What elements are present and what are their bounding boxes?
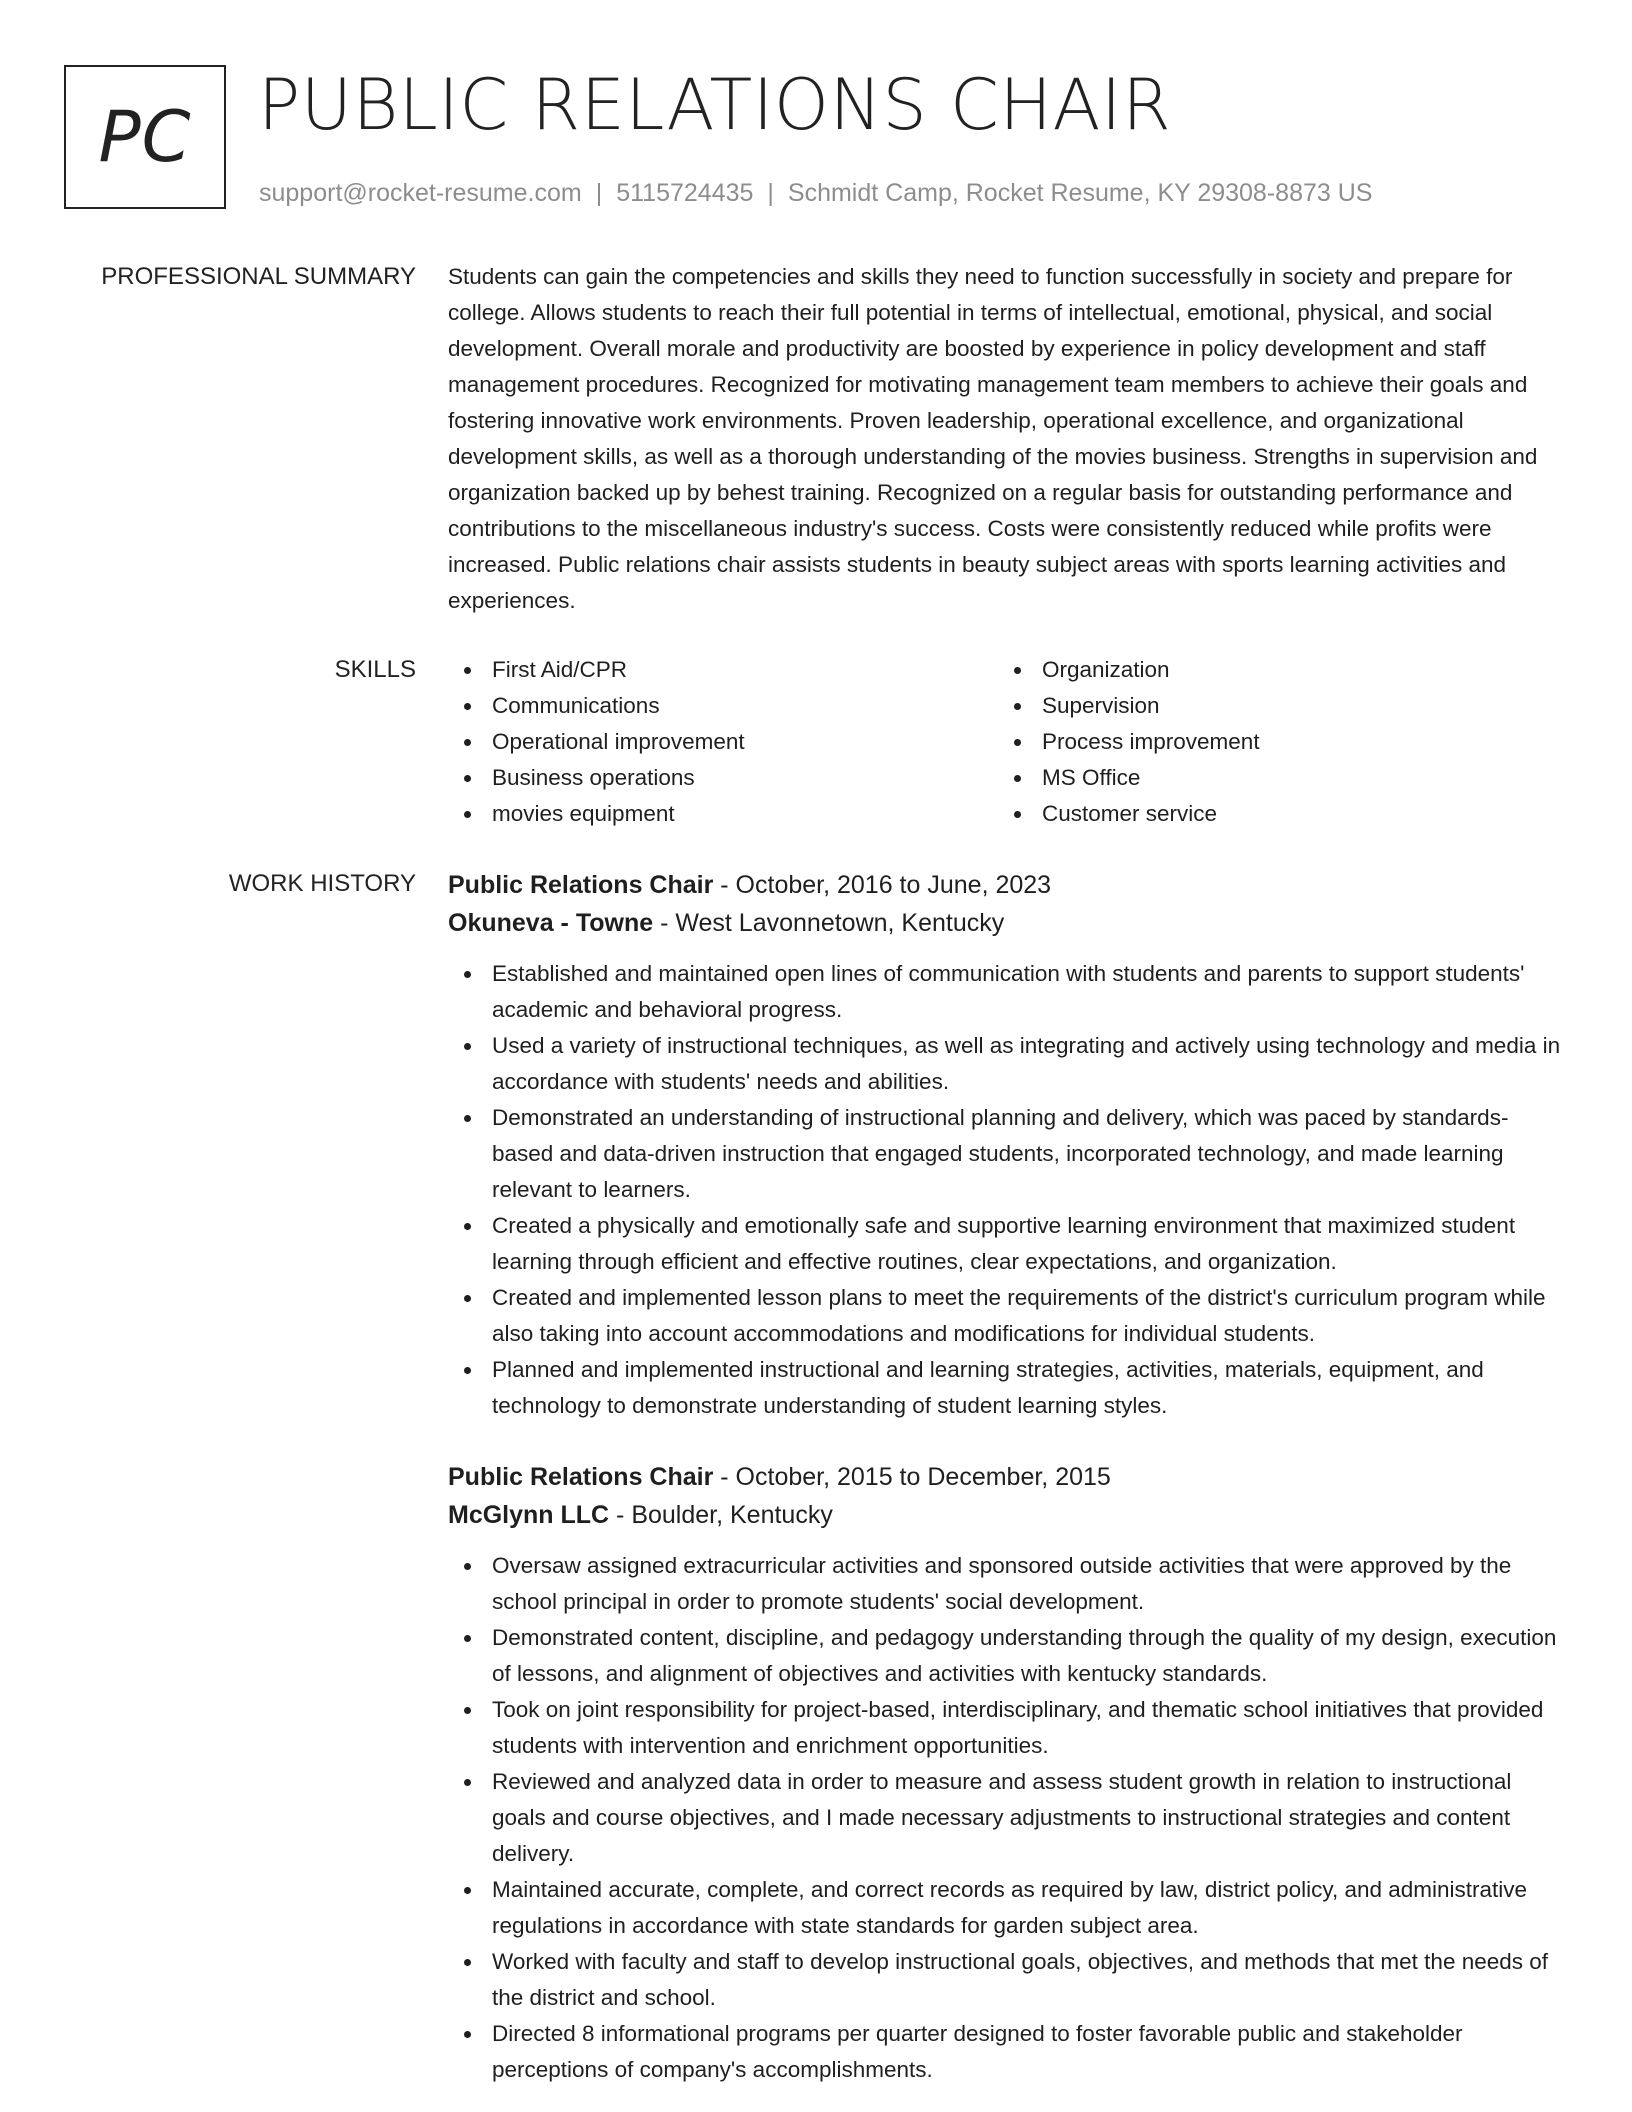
job-bullet: Worked with faculty and staff to develop instructional goals, objectives, and methods that met the needs of the district and school.	[448, 1944, 1568, 2016]
summary-heading: PROFESSIONAL SUMMARY	[101, 263, 416, 290]
skill-item: Customer service	[998, 796, 1548, 832]
skills-list-right	[998, 652, 1548, 832]
contact-separator: |	[767, 179, 774, 207]
job-bullet: Directed 8 informational programs per quarter designed to foster favorable public and stakeholder perceptions of company's accomplishments.	[448, 2016, 1568, 2088]
skill-item: MS Office	[998, 760, 1548, 796]
job-company: McGlynn LLC	[448, 1501, 610, 1529]
job-bullet: Demonstrated content, discipline, and pedagogy understanding through the quality of my design, execution of lessons, and alignment of objectives and activities with kentucky standards.	[448, 1620, 1568, 1692]
monogram-initials: PC	[98, 96, 192, 178]
job-company-line	[448, 904, 1568, 942]
skill-item: Process improvement	[998, 724, 1548, 760]
job-company-line	[448, 1496, 1568, 1534]
job-bullet: Oversaw assigned extracurricular activities and sponsored outside activities that were approved by the school principal in order to promote students' social development.	[448, 1548, 1568, 1620]
job-bullet: Took on joint responsibility for project-based, interdisciplinary, and thematic school initiatives that provided students with intervention and enrichment opportunities.	[448, 1692, 1568, 1764]
skill-item: Communications	[448, 688, 998, 724]
summary-text: Students can gain the competencies and skills they need to function successfully in society and prepare for college. Allows students to reach their full potential in terms of intellectual, emotional, physical, and social development. Overall morale and productivity are boosted by experience in policy development and staff management procedures. Recognized for motivating management team members to achieve their goals and fostering innovative work environments. Proven leadership, operational excellence, and organizational development skills, as well as a thorough understanding of the movies business. Strengths in supervision and organization backed up by behest training. Recognized on a regular basis for outstanding performance and contributions to the miscellaneous industry's success. Costs were consistently reduced while profits were increased. Public relations chair assists students in beauty subject areas with sports learning activities and experiences.	[448, 264, 1538, 613]
skills-list-left	[448, 652, 998, 832]
skill-item: Organization	[998, 652, 1548, 688]
job-dates: - October, 2016 to June, 2023	[713, 871, 1052, 899]
skill-item: Supervision	[998, 688, 1548, 724]
job-bullet: Used a variety of instructional techniques, as well as integrating and actively using technology and media in accordance with students' needs and abilities.	[448, 1028, 1568, 1100]
job-bullet-list	[448, 1548, 1568, 2088]
job-dates: - October, 2015 to December, 2015	[713, 1463, 1111, 1491]
job-bullet: Maintained accurate, complete, and correct records as required by law, district policy, and administrative regulations in accordance with state standards for garden subject area.	[448, 1872, 1568, 1944]
job-bullet-list	[448, 956, 1568, 1424]
job-entry	[448, 866, 1568, 1424]
job-bullet: Created and implemented lesson plans to meet the requirements of the district's curriculum program while also taking into account accommodations and modifications for individual students.	[448, 1280, 1568, 1352]
job-bullet: Demonstrated an understanding of instructional planning and delivery, which was paced by standards-based and data-driven instruction that engaged students, incorporated technology, and made learning relevant to learners.	[448, 1100, 1568, 1208]
job-bullet: Planned and implemented instructional and learning strategies, activities, materials, equipment, and technology to demonstrate understanding of student learning styles.	[448, 1352, 1568, 1424]
candidate-name: PUBLIC RELATIONS CHAIR	[258, 64, 1172, 146]
job-bullet: Created a physically and emotionally safe and supportive learning environment that maximized student learning through efficient and effective routines, clear expectations, and organization.	[448, 1208, 1568, 1280]
job-title-line	[448, 866, 1568, 904]
skill-item: Business operations	[448, 760, 998, 796]
skills-section	[64, 652, 1568, 842]
skills-body	[448, 652, 1568, 832]
skill-item: Operational improvement	[448, 724, 998, 760]
contact-email[interactable]: support@rocket-resume.com	[259, 179, 582, 207]
job-title: Public Relations Chair	[448, 1463, 714, 1491]
job-title-line	[448, 1458, 1568, 1496]
skills-heading: SKILLS	[334, 656, 416, 683]
work-history-section	[64, 866, 1568, 2112]
job-entry	[448, 1458, 1568, 2088]
skill-item: First Aid/CPR	[448, 652, 998, 688]
work-history-heading: WORK HISTORY	[228, 870, 416, 897]
contact-phone[interactable]: 5115724435	[616, 179, 754, 207]
job-title: Public Relations Chair	[448, 871, 714, 899]
monogram-box	[64, 65, 226, 209]
contact-line	[259, 177, 1372, 209]
contact-address: Schmidt Camp, Rocket Resume, KY 29308-8873 US	[787, 179, 1373, 207]
resume-header	[64, 65, 1568, 210]
job-bullet: Established and maintained open lines of communication with students and parents to support students' academic and behavioral progress.	[448, 956, 1568, 1028]
work-history-body	[448, 866, 1568, 2112]
job-location: - Boulder, Kentucky	[609, 1501, 833, 1529]
job-company: Okuneva - Towne	[448, 909, 654, 937]
job-bullet: Reviewed and analyzed data in order to measure and assess student growth in relation to instructional goals and course objectives, and I made necessary adjustments to instructional strategies and content delivery.	[448, 1764, 1568, 1872]
job-location: - West Lavonnetown, Kentucky	[653, 909, 1005, 937]
contact-separator: |	[595, 179, 603, 207]
skill-item: movies equipment	[448, 796, 998, 832]
summary-section	[64, 259, 1568, 629]
